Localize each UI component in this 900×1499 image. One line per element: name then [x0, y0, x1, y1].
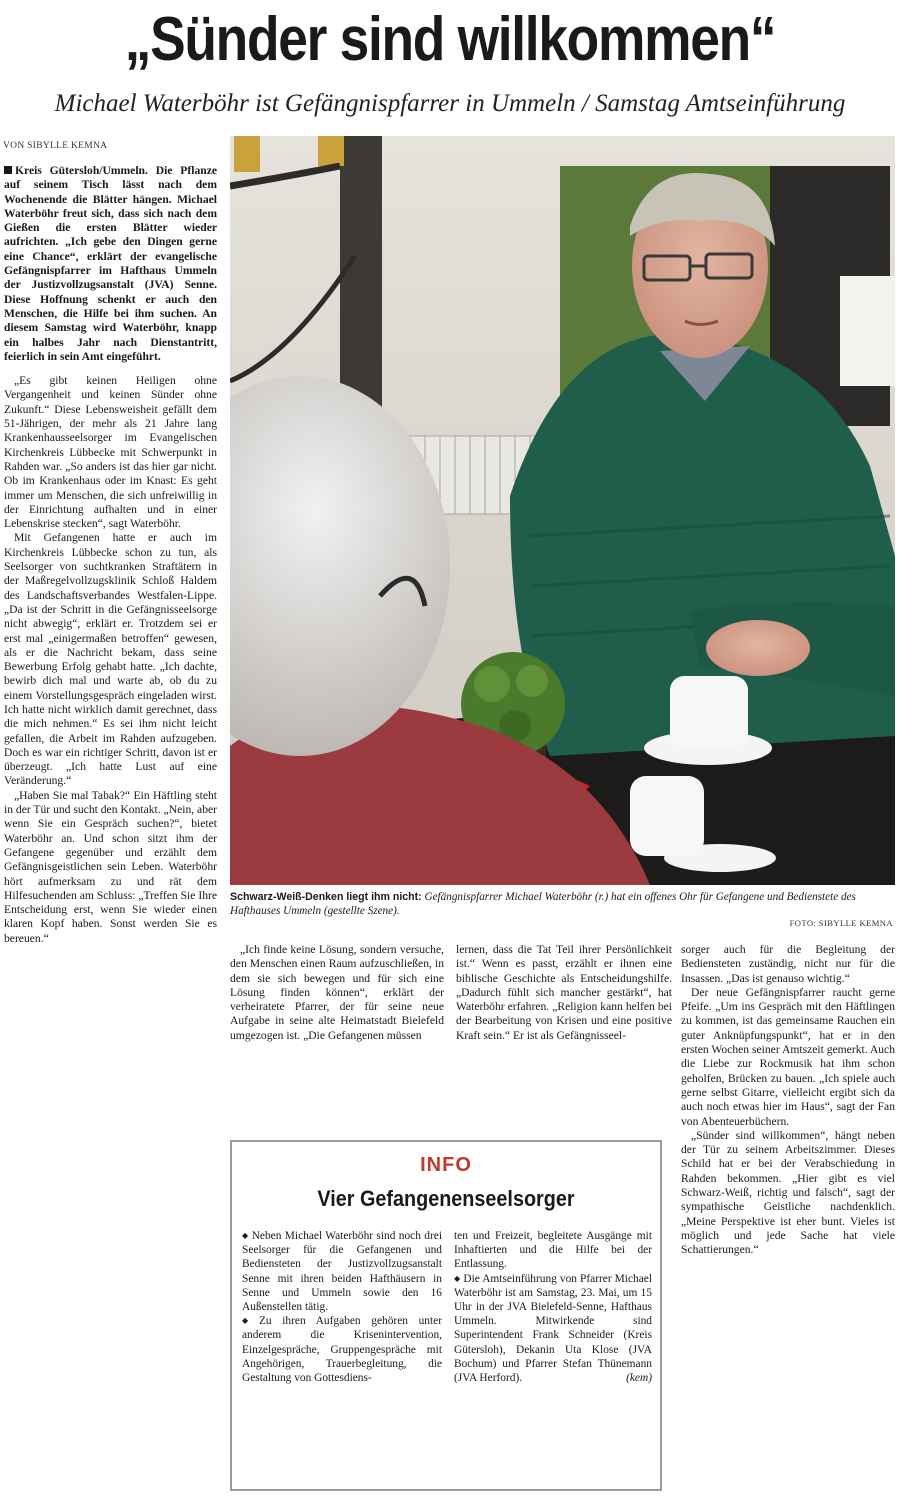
article-column-4 — [681, 943, 895, 1258]
author-initials: (kem) — [626, 1372, 652, 1385]
article-column-2 — [230, 943, 444, 1043]
article-photo — [230, 136, 895, 885]
photo-caption — [230, 890, 895, 918]
info-paragraph-text: Zu ihren Aufgaben gehören unter anderem die Krisenintervention, Einzelgespräche, Gruppengespräche mit Angehörigen, Trauerbegleitung, die Gestaltung von Gottesdiens- — [242, 1315, 443, 1385]
photo-illustration — [230, 136, 895, 885]
info-label: INFO — [420, 1154, 472, 1176]
body-paragraph: Der neue Gefängnispfarrer raucht gerne Pfeife. „Um ins Gespräch mit den Häftlingen zu kommen, ist das gemeinsame Rauchen ein guter Anknüpfungspunkt“, hat er in den ersten Wochen seiner Amtszeit gemerkt. Auch die Liebe zur Rockmusik hat ihm schon geholfen, Brücken zu bauen. „Ich spiele auch gerne selbst Gitarre, vielleicht ergibt sich da auch noch etwas hier im Haus“, sagt der Fan von Abenteuerbüchern. — [681, 985, 895, 1128]
info-paragraph-text: Die Amtseinführung von Pfarrer Michael Waterböhr ist am Samstag, 23. Mai, um 15 Uhr in der JVA Bielefeld-Senne, Hafthaus Ummeln. Mitwirkende sind Superintendent Frank Schneider (Kreis Gütersloh), Dekanin Uta Klose (JVA Bochum) und Pfarrer Stefan Thünemann (JVA Herford). — [454, 1272, 652, 1385]
article-column-1 — [4, 164, 217, 946]
caption-lead: Schwarz-Weiß-Denken liegt ihm nicht: — [230, 891, 422, 903]
info-column-right — [454, 1229, 652, 1385]
diamond-bullet-icon: ◆ — [242, 1231, 249, 1240]
diamond-bullet-icon: ◆ — [454, 1273, 461, 1283]
square-bullet-icon — [4, 166, 12, 174]
info-paragraph: ten und Freizeit, begleitete Ausgänge mit Inhaftierten und die Hilfe bei der Entlassung. — [454, 1230, 652, 1271]
byline: VON SIBYLLE KEMNA — [3, 141, 108, 151]
lead-text: Kreis Gütersloh/Ummeln. Die Pflanze auf seinem Tisch lässt nach dem Wochenende die Blätter hängen. Michael Waterböhr freut sich, dass sich nach dem Gießen die ersten Blätter wieder aufrichten. „Ich gebe den Dingen gerne eine Chance“, erklärt der evangelische Gefängnispfarrer im Hafthaus Ummeln der Justizvollzugsanstalt (JVA) Senne. Diese Hoffnung schenkt er auch den Menschen, die Hilfe bei ihm suchen. An diesem Samstag wird Waterböhr, knapp ein halbes Jahr nach Dienstantritt, feierlich in sein Amt eingeführt. — [4, 164, 217, 363]
lead-paragraph — [4, 164, 217, 364]
body-paragraph: sorger auch für die Begleitung der Bediensteten zuständig, nicht nur für die Insassen. „Das ist genauso wichtig.“ — [681, 943, 895, 985]
subheadline: Michael Waterböhr ist Gefängnispfarrer in Ummeln / Samstag Amtseinführung — [54, 90, 846, 117]
article-column-3 — [456, 943, 672, 1043]
diamond-bullet-icon: ◆ — [242, 1316, 256, 1326]
body-paragraph: „Es gibt keinen Heiligen ohne Vergangenheit und keinen Sünder ohne Zukunft.“ Diese Lebensweisheit gefällt dem 51-Jährigen, der mehr als 21 Jahre lang Krankenhausseelsorger im Evangelischen Kirchenkreis Lübbecke mit Schwerpunkt in Rahden war. „So anders ist das hier gar nicht. Ob im Krankenhaus oder im Knast: Es geht immer um Menschen, die sich unfreiwillig in der Einrichtung aufhalten und in einer Lebenskrise stecken“, sagt Waterböhr. — [4, 374, 217, 531]
info-title: Vier Gefangenenseelsorger — [317, 1186, 575, 1211]
photo-credit: FOTO: SIBYLLE KEMNA — [789, 918, 893, 928]
info-paragraph-text: Neben Michael Waterböhr sind noch drei Seelsorger für die Gefangenen und Bediensteten der Justizvollzugsanstalt Senne mit ihren beiden Hafthäusern in Senne und Ummeln sowie den 16 Außenstellen tätig. — [242, 1230, 442, 1314]
info-paragraph — [242, 1314, 442, 1385]
info-box — [230, 1140, 662, 1491]
headline: „Sünder sind willkommen“ — [124, 5, 776, 74]
info-column-left — [242, 1229, 442, 1385]
body-paragraph: „Sünder sind willkommen“, hängt neben der Tür zu seinem Arbeitszimmer. Dieses Schild hat er bei der Verabschiedung in Rahden bekommen. „Hier gibt es viel Schwarz-Weiß, richtig und falsch“, sagt der sympathische Geistliche nachdenklich. „Meine Perspektive ist eher bunt. Vieles ist möglich und jede Sache hat viele Schattierungen.“ — [681, 1128, 895, 1257]
body-paragraph: Mit Gefangenen hatte er auch im Kirchenkreis Lübbecke schon zu tun, als Seelsorger von suchtkranken Straftätern in der Maßregelvollzugsklinik Schloß Haldem des Landschaftsverbandes Westfalen-Lippe. „Da ist der Schritt in die Gefängnisseelsorge nicht abwegig“, erklärt er. Trotzdem sei er erst mal „einigermaßen betroffen“ gewesen, als er die Nachricht bekam, dass seine Bewerbung Erfolg gehabt hatte. „Ich dachte, bewirb dich mal und warte ab, ob du zu einem Vorstellungsgespräch eingeladen wirst. Ich hatte nicht wirklich damit gerechnet, dass die mich nehmen.“ Es sei ihm nicht leicht gefallen, die Arbeit im Rahden aufzugeben. Doch es war ein richtiger Schritt, davon ist er überzeugt. „Ich hatte Lust auf eine Veränderung.“ — [4, 531, 217, 788]
body-paragraph: „Haben Sie mal Tabak?“ Ein Häftling steht in der Tür und sucht den Kontakt. „Nein, aber wenn Sie ein Gespräch suchen?“, bietet Waterböhr an. Und schon sitzt ihm der Gefangene gegenüber und erzählt dem Gefängnisgeistlichen sein Leben. Waterböhr hört aufmerksam zu und rät dem Hilfesuchenden am Schluss: „Treffen Sie Ihre Entscheidung erst, wenn Sie wieder einen klaren Kopf haben. Sonst werden Sie es bereuen.“ — [4, 788, 217, 945]
caption-text: Gefängnispfarrer Michael Waterböhr (r.) hat ein offenes Ohr für Gefangene und Bedienstete des Hafthauses Ummeln (gestellte Szene). — [230, 891, 856, 917]
body-paragraph: „Ich finde keine Lösung, sondern versuche, den Menschen einen Raum aufzuschließen, in dem sie sich bewegen und für sich eine Lösung finden können“, erklärt der verheiratete Pfarrer, der für seine neue Aufgabe in seine alte Heimatstadt Bielefeld umgezogen ist. „Die Gefangenen müssen — [230, 943, 444, 1042]
info-paragraph — [454, 1272, 652, 1386]
body-paragraph: lernen, dass die Tat Teil ihrer Persönlichkeit ist.“ Wenn es passt, erzählt er ihnen eine biblische Geschichte als Entscheidungshilfe. „Dadurch fühlt sich mancher gestärkt“, hat Waterböhr erfahren. „Religion kann helfen bei der Bearbeitung von Krisen und eine positive Kraft sein.“ Er ist als Gefängnisseel- — [456, 943, 672, 1042]
info-paragraph — [242, 1229, 442, 1314]
